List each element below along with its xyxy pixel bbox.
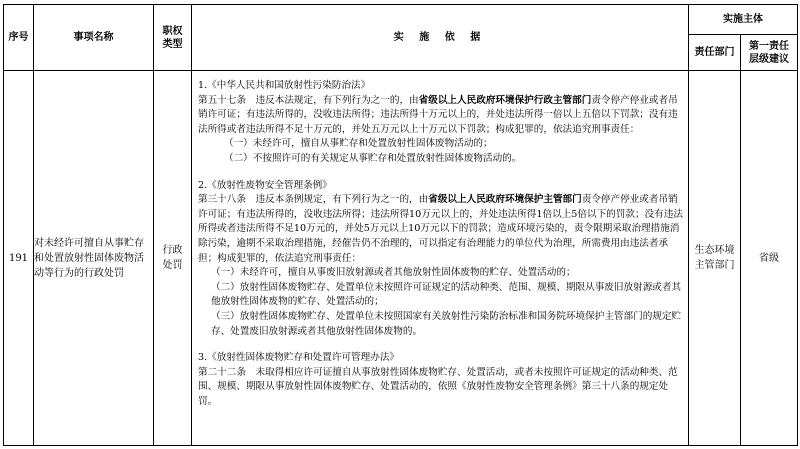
header-authority-type-line2: 类型: [162, 38, 183, 50]
row-department-line1: 生态环境: [694, 245, 735, 256]
row-serial-number: 191: [4, 71, 34, 446]
law2-title: 2.《放射性废物安全管理条例》: [198, 179, 332, 191]
header-authority-type-line1: 职权: [162, 25, 183, 37]
row-authority-type-line2: 处罚: [162, 260, 183, 271]
header-first-responsible-level: [741, 35, 798, 71]
law2-article-authority: 省级以上人民政府环境保护主管部门: [428, 194, 582, 206]
header-implementing-subject: 实施主体: [689, 5, 798, 35]
law1-article-57: [198, 94, 684, 138]
header-item-name: 事项名称: [34, 5, 154, 71]
law2-article-text-a: 第三十八条 违反本条例规定，有下列行为之一的，由: [198, 194, 429, 206]
law2-article-text-b: 责令停产停业或者吊销许可证；有违法所得的，没收违法所得；违法所得10万元以上的，并处违法所得1倍以上5倍以下的罚款；没有违法所得或者违法所得不足10万元的，并处5万元以上10万元以下的罚款；造成环境污染的，责令限期采取治理措施消除污染，逾期不采取治理措施，经催告仍不治理的，可以指定有治理能力的单位代为治理，所需费用由违法者承担；构成犯罪的，依法追究刑事责任：: [198, 194, 683, 264]
law2-item-1: （一）未经许可，擅自从事废旧放射源或者其他放射性固体废物的贮存、处置活动的；: [211, 267, 576, 279]
law2-article-38: [198, 193, 684, 266]
law1-item-1: （一）未经许可，擅自从事贮存和处置放射性固体废物活动的；: [224, 138, 493, 150]
row-authority-type: [154, 71, 192, 446]
row-department-line2: 主管部门: [694, 260, 735, 271]
header-authority-type: [154, 5, 192, 71]
law1-title: 1.《中华人民共和国放射性污染防治法》: [198, 80, 371, 91]
law2-item-2: （二）放射性固体废物贮存、处置单位未按照许可证规定的活动种类、范围、规模、期限从事废旧放射源或者其他放射性固体废物的贮存、处置活动的；: [211, 281, 682, 308]
law1-article-authority: 省级以上人民政府环境保护行政主管部门: [418, 94, 592, 106]
row-item-name: 对未经许可擅自从事贮存和处置放射性固体废物活动等行为的行政处罚: [34, 71, 154, 446]
law1-article-text-b: 责令停产停业或者吊销许可证；有违法所得的，没收违法所得；违法所得十万元以上的，并处违法所得一倍以上五倍以下罚款；没有违法所得或者违法所得不足十万元的，并处五万元以上十万元以下罚款；构成犯罪的，依法追究刑事责任：: [198, 94, 678, 135]
header-level-line2: 层级建议: [749, 53, 789, 65]
header-legal-basis: 实 施 依 据: [192, 5, 689, 71]
row-responsible-department: [689, 71, 741, 446]
law1-article-text-a: 第五十七条 违反本法规定，有下列行为之一的，由: [198, 94, 419, 106]
header-responsible-department: 责任部门: [689, 35, 741, 71]
row-authority-type-line1: 行政: [162, 245, 183, 256]
section-gap: [198, 167, 684, 179]
row-first-responsible-level: 省级: [741, 71, 798, 446]
regulation-table: [3, 4, 798, 446]
header-serial-number: 序号: [4, 5, 34, 71]
section-gap: [198, 339, 684, 351]
law3-article-22: 第二十二条 未取得相应许可证擅自从事放射性固体废物贮存、处置活动，或者未按照许可证规定的活动种类、范围、规模、期限从事放射性固体废物贮存、处置活动的，依照《放射性废物安全管理条例》第三十八条的规定处罚。: [198, 366, 678, 407]
law2-item-3: （三）放射性固体废物贮存、处置单位未按照国家有关放射性污染防治标准和国务院环境保护主管部门的规定贮存、处置废旧放射源或者其他放射性固体废物的。: [211, 310, 682, 337]
row-legal-basis: [192, 71, 689, 446]
law1-item-2: （二）不按照许可的有关规定从事贮存和处置放射性固体废物活动的。: [224, 152, 522, 164]
table-row: [4, 71, 798, 446]
header-level-line1: 第一责任: [749, 40, 789, 52]
law3-title: 3.《放射性固体废物贮存和处置许可管理办法》: [198, 352, 400, 364]
